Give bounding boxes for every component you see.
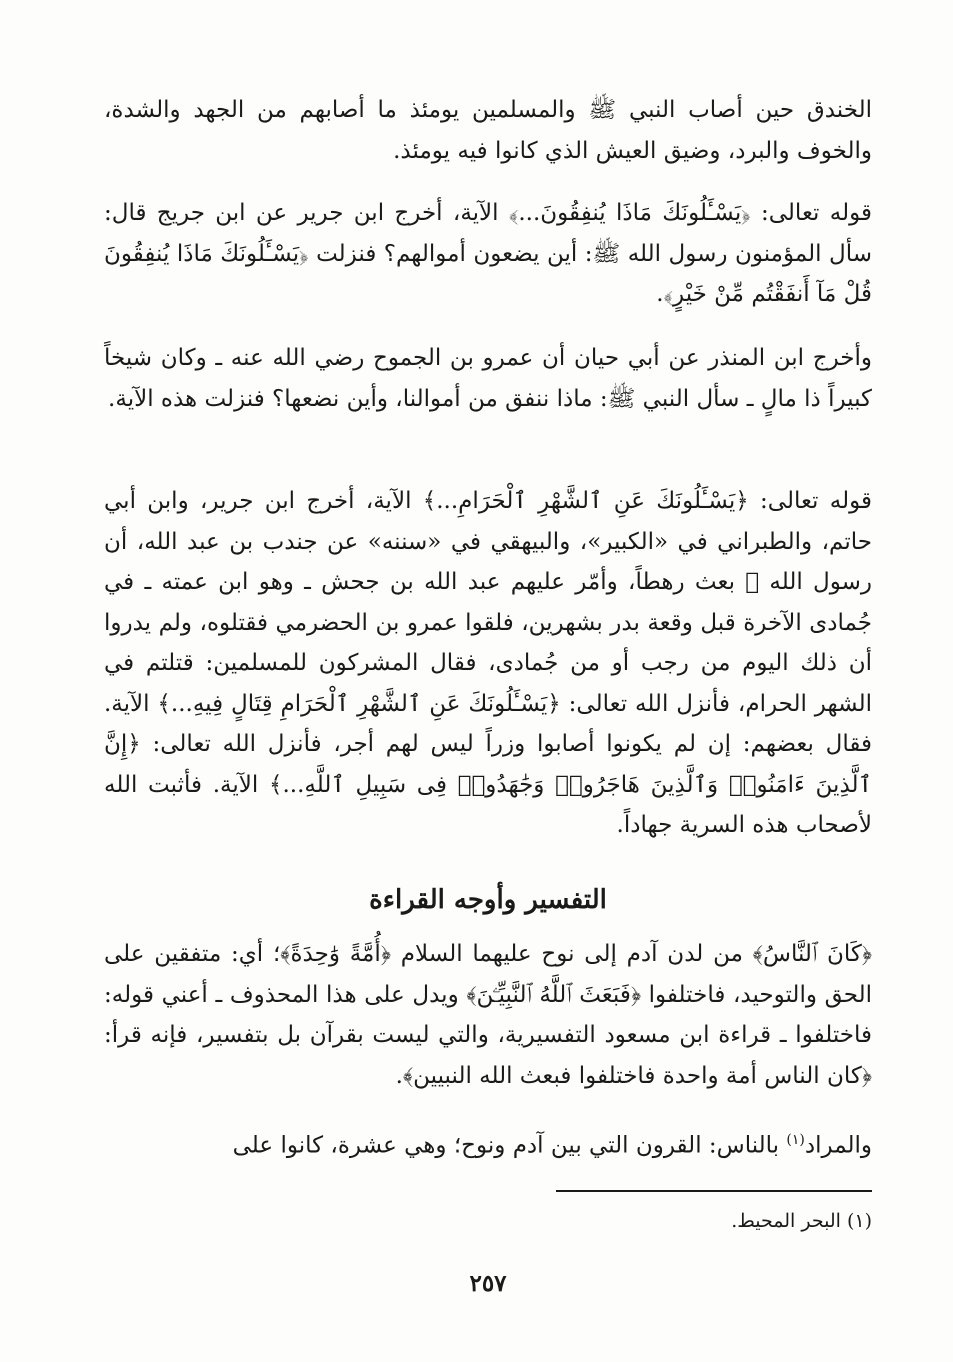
paragraph-one-nation xyxy=(104,934,872,1096)
paragraph-text: الخندق حين أصاب النبي ﷺ والمسلمين يومئذ ما أصابهم من الجهد والشدة، والخوف والبرد، وضيق العيش الذي كانوا فيه يومئذ. xyxy=(104,97,872,164)
paragraph-text: ﴿كَانَ ٱلنَّاسُ﴾ من لدن آدم إلى نوح عليهما السلام ﴿أُمَّةً وَٰحِدَةً﴾؛ أي: متفقين على الحق والتوحيد، فاختلفوا ﴿فَبَعَثَ ٱللَّهُ ٱلنَّبِيِّـۧنَ﴾ ويدل على هذا المحذوف ـ أعني قوله: فاختلفوا ـ قراءة ابن مسعود التفسيرية، والتي ليست بقرآن بل بتفسير، فإنه قرأ: ﴿كان الناس أمة واحدة فاختلفوا فبعث الله النبيين﴾. xyxy=(104,941,872,1089)
paragraph-sacred-month xyxy=(104,481,872,846)
page-number: ٢٥٧ xyxy=(469,1270,507,1297)
paragraph-amr-ibn-jamuh xyxy=(104,338,872,419)
footnote-reference: (١) xyxy=(786,1132,805,1148)
section-heading: التفسير وأوجه القراءة xyxy=(369,885,607,915)
footnote: (١) البحر المحيط. xyxy=(731,1210,872,1232)
paragraph-text xyxy=(104,1120,872,1166)
paragraph-text: وأخرج ابن المنذر عن أبي حيان أن عمرو بن الجموح رضي الله عنه ـ وكان شيخاً كبيراً ذا مالٍ ـ سأل النبي ﷺ: ماذا ننفق من أموالنا، وأين نضعها؟ فنزلت هذه الآية. xyxy=(104,345,872,412)
paragraph-text: قوله تعالى: ﴿يَسْـَٔلُونَكَ مَاذَا يُنفِقُونَ...﴾ الآية، أخرج ابن جرير عن ابن جريج قال: سأل المؤمنون رسول الله ﷺ: أين يضعون أموالهم؟ فنزلت ﴿يَسْـَٔلُونَكَ مَاذَا يُنفِقُونَ قُلْ مَآ أَنفَقْتُم مِّنْ خَيْرٍ﴾. xyxy=(104,200,872,307)
paragraph-khandaq xyxy=(104,90,872,171)
paragraph-meaning-of-people xyxy=(104,1120,872,1166)
paragraph-text-start: والمراد xyxy=(804,1132,872,1159)
footnote-separator xyxy=(556,1190,872,1192)
paragraph-what-to-spend xyxy=(104,193,872,315)
paragraph-text: قوله تعالى: ﴿يَسْـَٔلُونَكَ عَنِ ٱلشَّهْرِ ٱلْحَرَامِ...﴾ الآية، أخرج ابن جرير، وابن أبي حاتم، والطبراني في «الكبير»، والبيهقي في «سننه» عن جندب بن عبد الله، أن رسول الله ﷺ بعث رهطاً، وأمّر عليهم عبد الله بن جحش ـ وهو ابن عمته ـ في جُمادى الآخرة قبل وقعة بدر بشهرين، فلقوا عمرو بن الحضرمي فقتلوه، ولم يدروا أن ذلك اليوم من رجب أو من جُمادى، فقال المشركون للمسلمين: قتلتم في الشهر الحرام، فأنزل الله تعالى: ﴿يَسْـَٔلُونَكَ عَنِ ٱلشَّهْرِ ٱلْحَرَامِ قِتَالٍ فِيهِ...﴾ الآية. فقال بعضهم: إن لم يكونوا أصابوا وزراً ليس لهم أجر، فأنزل الله تعالى: ﴿إِنَّ ٱلَّذِينَ ءَامَنُوا۟ وَٱلَّذِينَ هَاجَرُوا۟ وَجَٰهَدُوا۟ فِى سَبِيلِ ٱللَّهِ...﴾ الآية. فأثبت الله لأصحاب هذه السرية جهاداً. xyxy=(104,488,872,838)
paragraph-text-end: بالناس: القرون التي بين آدم ونوح؛ وهي عشرة، كانوا على xyxy=(232,1132,787,1159)
